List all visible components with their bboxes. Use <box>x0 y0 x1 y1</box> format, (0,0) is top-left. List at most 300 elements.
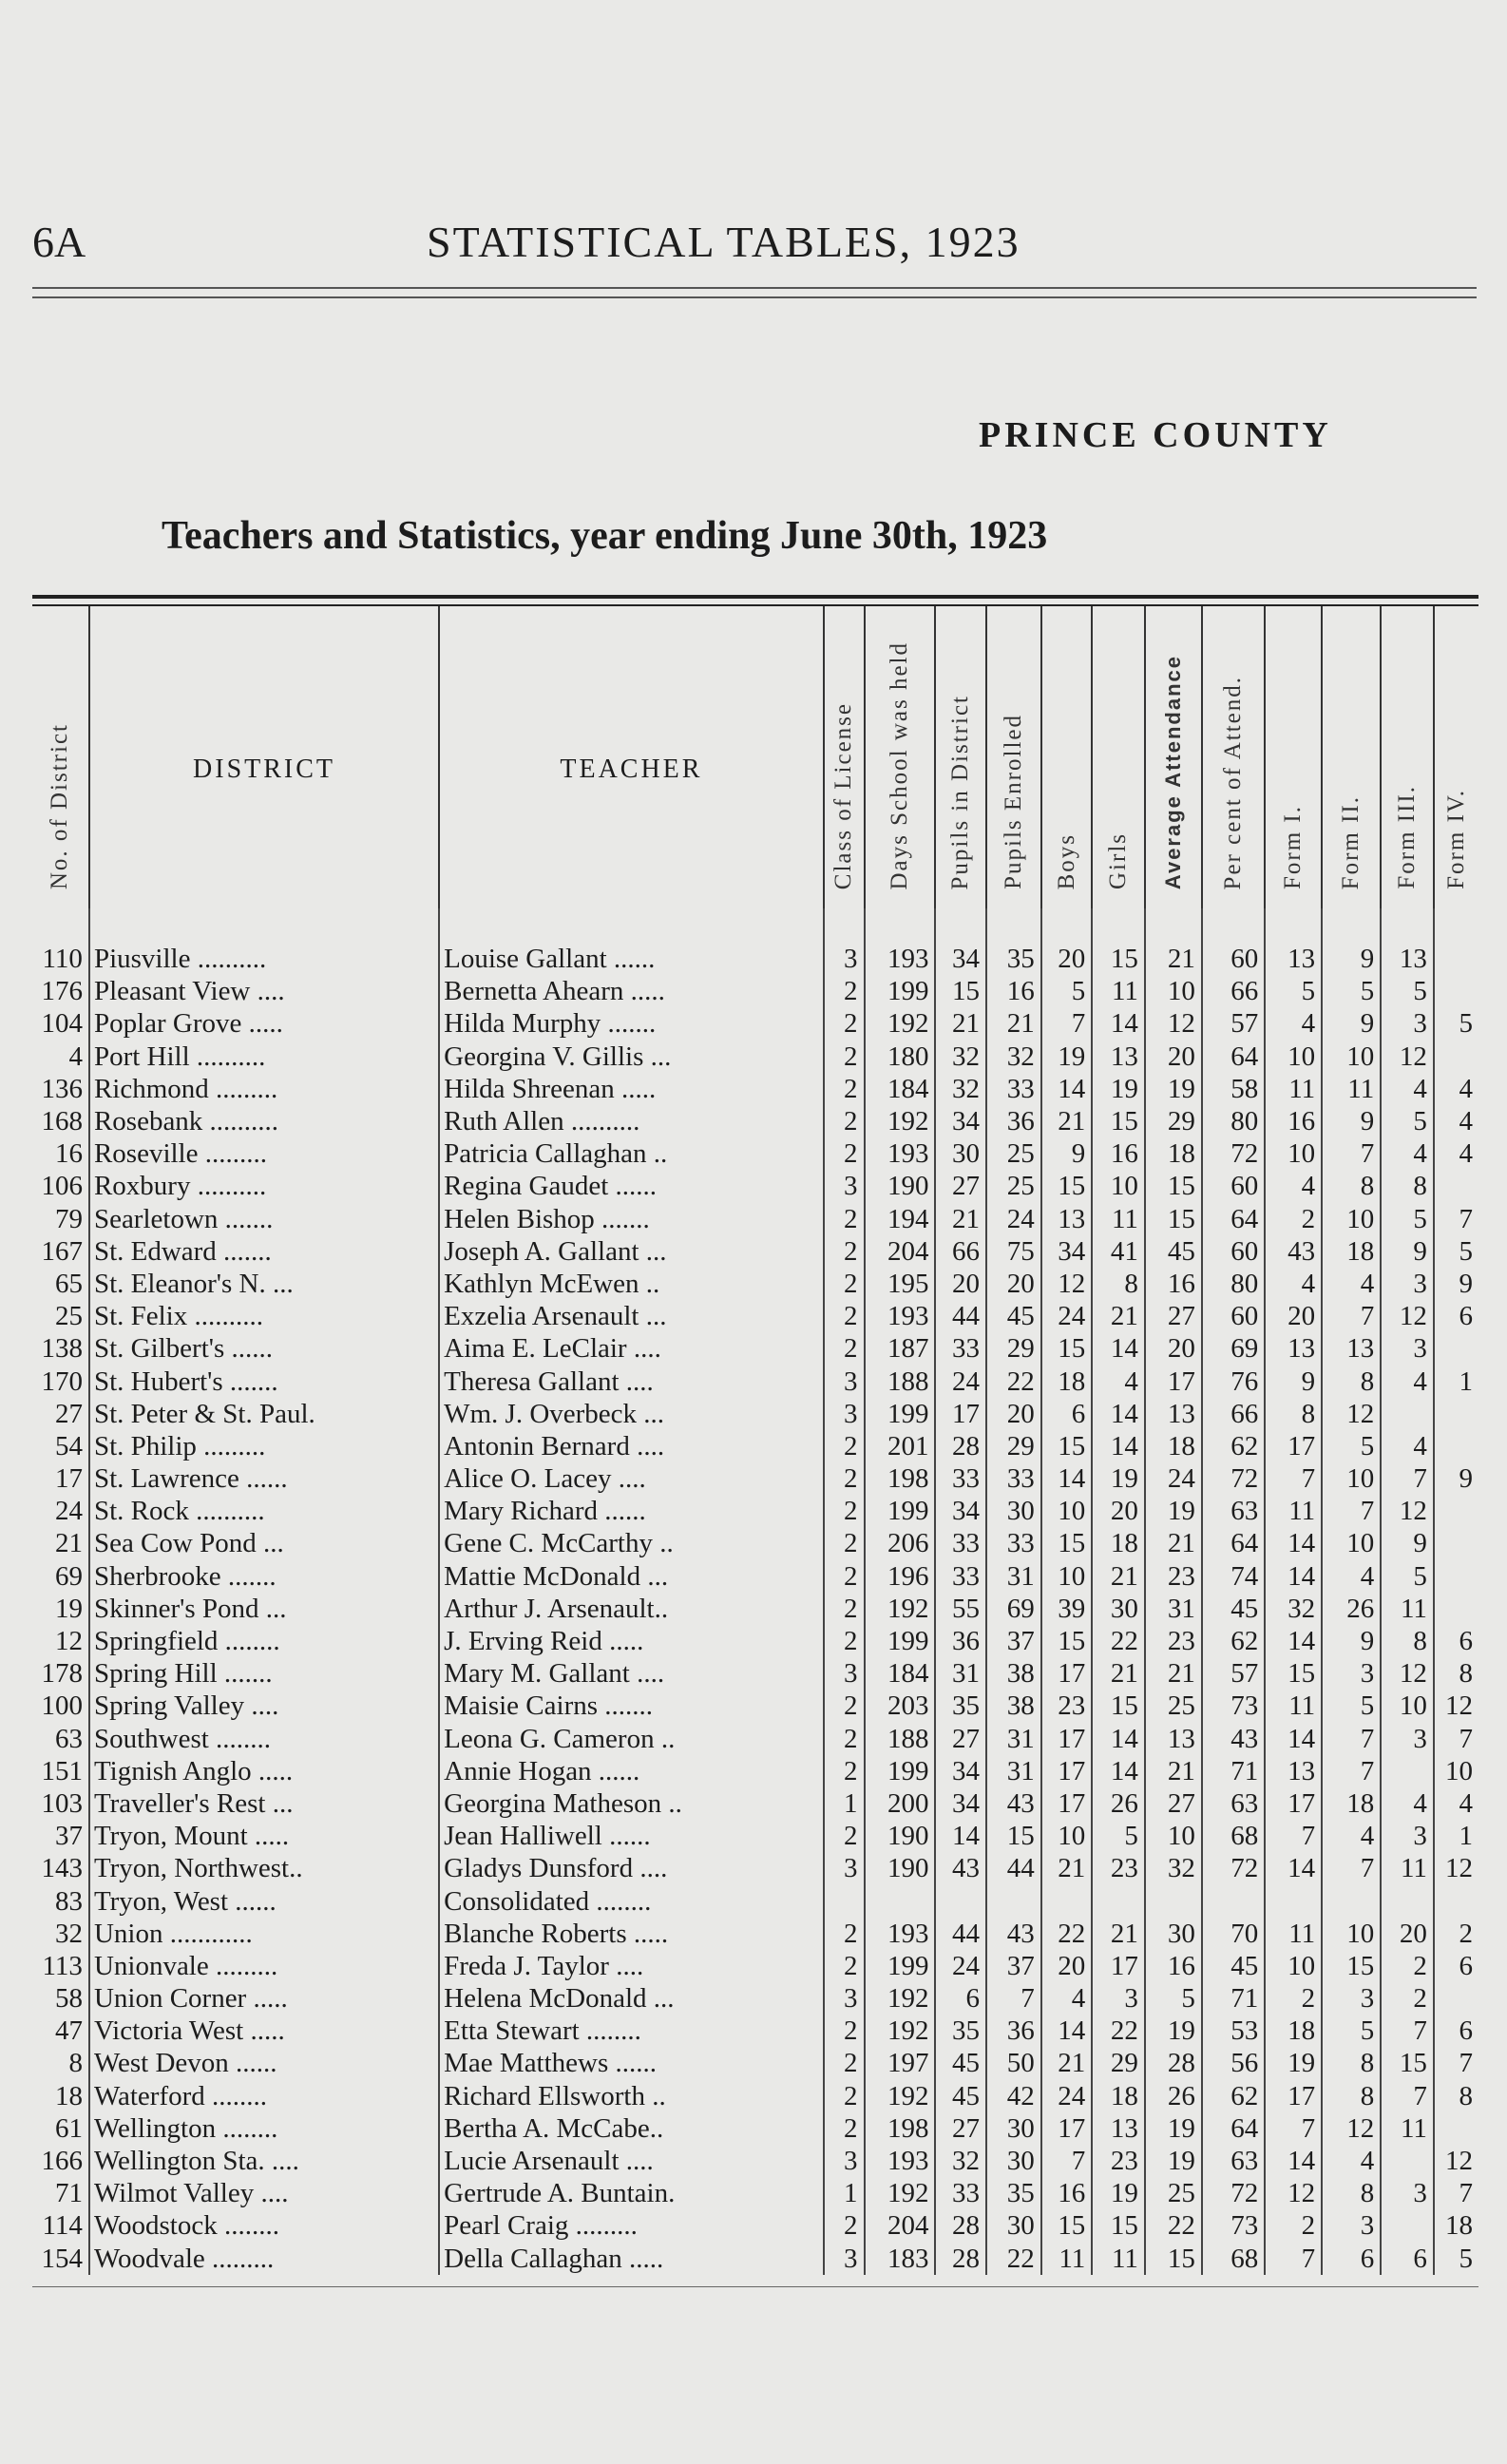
cell-girls: 41 <box>1092 1235 1145 1268</box>
cell-teacher-name: Georgina V. Gillis ... <box>439 1041 824 1073</box>
cell-days-school-held: 192 <box>865 2015 936 2047</box>
cell-form-3: 5 <box>1381 1203 1434 1235</box>
cell-average-attendance: 31 <box>1145 1593 1202 1625</box>
cell-district-no: 71 <box>54 2178 83 2209</box>
cell-boys: 16 <box>1041 2177 1093 2209</box>
cell-average-attendance: 19 <box>1145 1495 1202 1527</box>
cell-form-2: 7 <box>1322 1755 1381 1787</box>
cell-form-4: 12 <box>1434 1690 1478 1722</box>
cell-days-school-held: 196 <box>865 1560 936 1593</box>
cell-district-name: Roxbury .......... <box>89 1170 439 1202</box>
cell-average-attendance: 15 <box>1145 2243 1202 2275</box>
cell-form-1: 12 <box>1265 2177 1322 2209</box>
cell-teacher-name: Patricia Callaghan .. <box>439 1137 824 1170</box>
cell-pupils-in-district: 14 <box>935 1820 986 1852</box>
cell-district-no: 104 <box>41 1008 83 1040</box>
cell-district-no: 12 <box>54 1626 83 1657</box>
cell-girls: 13 <box>1092 2112 1145 2145</box>
cell-district-no: 100 <box>41 1690 83 1722</box>
table-row <box>32 1852 1478 1884</box>
cell-percent-attendance: 70 <box>1202 1918 1265 1950</box>
table-row <box>32 1625 1478 1657</box>
cell-pupils-enrolled: 30 <box>986 2112 1041 2145</box>
cell-form-2: 8 <box>1322 1170 1381 1202</box>
cell-pupils-enrolled: 31 <box>986 1560 1041 1593</box>
cell-days-school-held: 192 <box>865 1105 936 1137</box>
table-row <box>32 1430 1478 1462</box>
cell-district-name: St. Gilbert's ...... <box>89 1332 439 1365</box>
cell-boys: 34 <box>1041 1235 1093 1268</box>
table-row <box>32 1527 1478 1559</box>
cell-district-no: 32 <box>54 1918 83 1949</box>
cell-girls: 15 <box>1092 2209 1145 2242</box>
table-subtitle: Teachers and Statistics, year ending June 30th, 1923 <box>162 514 1048 558</box>
cell-pupils-enrolled: 20 <box>986 1398 1041 1430</box>
cell-district-name: Southwest ........ <box>89 1723 439 1755</box>
cell-girls: 14 <box>1092 1723 1145 1755</box>
cell-class-of-license: 2 <box>824 1007 865 1040</box>
cell-boys: 19 <box>1041 1041 1093 1073</box>
table-row <box>32 1235 1478 1268</box>
cell-average-attendance: 15 <box>1145 1170 1202 1202</box>
cell-pupils-in-district: 30 <box>935 1137 986 1170</box>
cell-pupils-in-district: 28 <box>935 2209 986 2242</box>
cell-days-school-held: 199 <box>865 1755 936 1787</box>
cell-pupils-enrolled: 43 <box>986 1787 1041 1820</box>
cell-form-1: 14 <box>1265 1852 1322 1884</box>
cell-form-2: 11 <box>1322 1073 1381 1105</box>
cell-girls: 10 <box>1092 1170 1145 1202</box>
cell-district-name: Union Corner ..... <box>89 1982 439 2015</box>
cell-form-3: 5 <box>1381 975 1434 1007</box>
cell-class-of-license: 2 <box>824 1268 865 1300</box>
col-header-district-no: No. of District <box>47 722 73 889</box>
cell-pupils-in-district: 44 <box>935 1300 986 1332</box>
table-row <box>32 1041 1478 1073</box>
cell-form-2: 10 <box>1322 1918 1381 1950</box>
cell-district-name: Roseville ......... <box>89 1137 439 1170</box>
cell-teacher-name: Aima E. LeClair .... <box>439 1332 824 1365</box>
cell-percent-attendance: 43 <box>1202 1723 1265 1755</box>
cell-district-name: St. Rock .......... <box>89 1495 439 1527</box>
cell-district-name: Rosebank .......... <box>89 1105 439 1137</box>
cell-class-of-license: 2 <box>824 1235 865 1268</box>
cell-pupils-in-district: 28 <box>935 2243 986 2275</box>
cell-pupils-in-district: 32 <box>935 2145 986 2177</box>
cell-form-2: 15 <box>1322 1950 1381 1982</box>
cell-form-4: 7 <box>1434 2177 1478 2209</box>
col-header-pupils-enrolled: Pupils Enrolled <box>986 606 1041 908</box>
cell-form-4 <box>1434 1593 1478 1625</box>
cell-form-1: 20 <box>1265 1300 1322 1332</box>
cell-district-no: 19 <box>54 1593 83 1624</box>
cell-girls: 19 <box>1092 1462 1145 1495</box>
col-header-form-2: Form II. <box>1322 606 1381 908</box>
col-header-teacher: TEACHER <box>439 606 824 908</box>
cell-days-school-held: 192 <box>865 1982 936 2015</box>
cell-class-of-license: 3 <box>824 1852 865 1884</box>
cell-class-of-license: 2 <box>824 1105 865 1137</box>
cell-district-no: 61 <box>54 2112 83 2144</box>
cell-percent-attendance: 63 <box>1202 1495 1265 1527</box>
cell-pupils-enrolled: 44 <box>986 1852 1041 1884</box>
cell-days-school-held: 197 <box>865 2047 936 2079</box>
cell-district-no: 154 <box>41 2243 83 2274</box>
col-header-average-attendance: Average Attendance <box>1145 606 1202 908</box>
col-header-girls: Girls <box>1092 606 1145 908</box>
cell-form-3: 2 <box>1381 1982 1434 2015</box>
cell-form-1: 10 <box>1265 1950 1322 1982</box>
table-row <box>32 1105 1478 1137</box>
cell-days-school-held: 190 <box>865 1852 936 1884</box>
table-top-rule <box>32 595 1478 599</box>
cell-class-of-license: 2 <box>824 1918 865 1950</box>
cell-form-3 <box>1381 2209 1434 2242</box>
cell-percent-attendance: 71 <box>1202 1755 1265 1787</box>
cell-form-3: 4 <box>1381 1365 1434 1397</box>
cell-pupils-enrolled: 37 <box>986 1950 1041 1982</box>
cell-teacher-name: Leona G. Cameron .. <box>439 1723 824 1755</box>
cell-form-2: 7 <box>1322 1852 1381 1884</box>
table-row <box>32 2177 1478 2209</box>
cell-average-attendance: 13 <box>1145 1723 1202 1755</box>
cell-days-school-held: 206 <box>865 1527 936 1559</box>
cell-form-1: 13 <box>1265 908 1322 975</box>
cell-teacher-name: Georgina Matheson .. <box>439 1787 824 1820</box>
cell-teacher-name: Kathlyn McEwen .. <box>439 1268 824 1300</box>
cell-teacher-name: Theresa Gallant .... <box>439 1365 824 1397</box>
cell-form-1: 18 <box>1265 2015 1322 2047</box>
cell-form-2: 13 <box>1322 1332 1381 1365</box>
cell-class-of-license: 3 <box>824 1398 865 1430</box>
cell-form-1: 2 <box>1265 1982 1322 2015</box>
cell-days-school-held: 201 <box>865 1430 936 1462</box>
cell-boys: 15 <box>1041 1430 1093 1462</box>
cell-girls: 11 <box>1092 975 1145 1007</box>
cell-average-attendance: 26 <box>1145 2080 1202 2112</box>
cell-district-no: 110 <box>42 944 83 975</box>
cell-form-4: 10 <box>1434 1755 1478 1787</box>
cell-form-1: 17 <box>1265 1430 1322 1462</box>
table-row <box>32 2145 1478 2177</box>
cell-pupils-enrolled: 29 <box>986 1332 1041 1365</box>
cell-district-no: 168 <box>41 1106 83 1137</box>
cell-form-4: 12 <box>1434 1852 1478 1884</box>
cell-pupils-in-district: 34 <box>935 1105 986 1137</box>
cell-form-4: 1 <box>1434 1820 1478 1852</box>
cell-pupils-in-district: 33 <box>935 1527 986 1559</box>
statistics-table-wrap <box>32 595 1478 2287</box>
cell-class-of-license: 2 <box>824 1462 865 1495</box>
cell-pupils-enrolled: 36 <box>986 1105 1041 1137</box>
cell-district-name: Piusville .......... <box>89 908 439 975</box>
table-row <box>32 908 1478 975</box>
cell-boys: 4 <box>1041 1982 1093 2015</box>
cell-form-3: 5 <box>1381 1560 1434 1593</box>
cell-average-attendance: 23 <box>1145 1625 1202 1657</box>
cell-boys: 6 <box>1041 1398 1093 1430</box>
cell-days-school-held: 192 <box>865 2080 936 2112</box>
cell-days-school-held: 200 <box>865 1787 936 1820</box>
cell-girls: 15 <box>1092 1690 1145 1722</box>
cell-teacher-name: Alice O. Lacey .... <box>439 1462 824 1495</box>
cell-days-school-held: 193 <box>865 908 936 975</box>
cell-days-school-held: 204 <box>865 2209 936 2242</box>
cell-teacher-name: Joseph A. Gallant ... <box>439 1235 824 1268</box>
cell-form-1: 7 <box>1265 1820 1322 1852</box>
cell-girls: 22 <box>1092 2015 1145 2047</box>
table-bottom-rule <box>32 2286 1478 2287</box>
cell-form-3 <box>1381 1755 1434 1787</box>
col-header-class-of-license: Class of License <box>824 606 865 908</box>
cell-form-1: 14 <box>1265 1625 1322 1657</box>
cell-form-2: 18 <box>1322 1787 1381 1820</box>
cell-form-1: 7 <box>1265 2112 1322 2145</box>
cell-form-2: 8 <box>1322 2047 1381 2079</box>
cell-district-name: Victoria West ..... <box>89 2015 439 2047</box>
cell-form-2: 26 <box>1322 1593 1381 1625</box>
cell-form-4 <box>1434 975 1478 1007</box>
cell-district-no: 103 <box>41 1787 83 1819</box>
cell-teacher-name: Mary M. Gallant .... <box>439 1657 824 1690</box>
cell-days-school-held: 194 <box>865 1203 936 1235</box>
cell-form-4 <box>1434 1170 1478 1202</box>
cell-class-of-license: 2 <box>824 1723 865 1755</box>
cell-form-1: 9 <box>1265 1365 1322 1397</box>
cell-average-attendance <box>1145 1884 1202 1917</box>
cell-district-no: 113 <box>42 1950 83 1981</box>
cell-district-name: Spring Valley .... <box>89 1690 439 1722</box>
cell-form-4 <box>1434 1430 1478 1462</box>
cell-form-4 <box>1434 1041 1478 1073</box>
cell-form-2: 4 <box>1322 1268 1381 1300</box>
header-rule <box>32 287 1477 289</box>
cell-teacher-name: Bertha A. McCabe.. <box>439 2112 824 2145</box>
cell-average-attendance: 20 <box>1145 1332 1202 1365</box>
cell-percent-attendance: 69 <box>1202 1332 1265 1365</box>
cell-district-name: Union ............ <box>89 1918 439 1950</box>
cell-boys: 24 <box>1041 1300 1093 1332</box>
cell-teacher-name: Helen Bishop ....... <box>439 1203 824 1235</box>
cell-district-name: Tryon, West ...... <box>89 1884 439 1917</box>
cell-form-1: 14 <box>1265 1527 1322 1559</box>
cell-teacher-name: Annie Hogan ...... <box>439 1755 824 1787</box>
cell-form-2: 5 <box>1322 1690 1381 1722</box>
cell-class-of-license: 2 <box>824 2209 865 2242</box>
cell-form-4: 5 <box>1434 1007 1478 1040</box>
cell-pupils-in-district: 17 <box>935 1398 986 1430</box>
cell-boys: 17 <box>1041 1787 1093 1820</box>
cell-pupils-in-district: 36 <box>935 1625 986 1657</box>
cell-form-1: 43 <box>1265 1235 1322 1268</box>
cell-days-school-held: 195 <box>865 1268 936 1300</box>
cell-girls <box>1092 1884 1145 1917</box>
cell-girls: 29 <box>1092 2047 1145 2079</box>
cell-average-attendance: 25 <box>1145 2177 1202 2209</box>
cell-pupils-enrolled: 38 <box>986 1690 1041 1722</box>
cell-form-3: 15 <box>1381 2047 1434 2079</box>
cell-form-3: 2 <box>1381 1950 1434 1982</box>
cell-form-1: 16 <box>1265 1105 1322 1137</box>
cell-district-name: Port Hill .......... <box>89 1041 439 1073</box>
cell-form-2: 9 <box>1322 908 1381 975</box>
cell-percent-attendance: 73 <box>1202 1690 1265 1722</box>
cell-percent-attendance: 80 <box>1202 1105 1265 1137</box>
cell-pupils-in-district: 43 <box>935 1852 986 1884</box>
cell-days-school-held: 188 <box>865 1723 936 1755</box>
table-row <box>32 2209 1478 2242</box>
cell-girls: 14 <box>1092 1755 1145 1787</box>
cell-form-1: 2 <box>1265 1203 1322 1235</box>
cell-days-school-held: 192 <box>865 1007 936 1040</box>
cell-percent-attendance: 64 <box>1202 1203 1265 1235</box>
cell-days-school-held: 193 <box>865 2145 936 2177</box>
table-row <box>32 1365 1478 1397</box>
cell-form-3: 3 <box>1381 1820 1434 1852</box>
cell-form-1: 14 <box>1265 2145 1322 2177</box>
cell-form-3: 12 <box>1381 1041 1434 1073</box>
cell-days-school-held: 188 <box>865 1365 936 1397</box>
cell-boys: 23 <box>1041 1690 1093 1722</box>
cell-girls: 18 <box>1092 1527 1145 1559</box>
cell-girls: 23 <box>1092 1852 1145 1884</box>
cell-percent-attendance: 56 <box>1202 2047 1265 2079</box>
cell-average-attendance: 10 <box>1145 975 1202 1007</box>
cell-class-of-license: 2 <box>824 1203 865 1235</box>
cell-percent-attendance: 57 <box>1202 1007 1265 1040</box>
cell-district-no: 47 <box>54 2015 83 2047</box>
cell-form-2: 10 <box>1322 1527 1381 1559</box>
cell-class-of-license: 3 <box>824 1982 865 2015</box>
cell-form-1: 7 <box>1265 2243 1322 2275</box>
cell-form-1: 15 <box>1265 1657 1322 1690</box>
cell-boys: 17 <box>1041 2112 1093 2145</box>
cell-pupils-enrolled: 22 <box>986 2243 1041 2275</box>
cell-class-of-license: 2 <box>824 2080 865 2112</box>
cell-days-school-held: 190 <box>865 1820 936 1852</box>
cell-boys: 7 <box>1041 1007 1093 1040</box>
cell-district-no: 18 <box>54 2080 83 2111</box>
cell-average-attendance: 21 <box>1145 1755 1202 1787</box>
cell-district-name: St. Peter & St. Paul. <box>89 1398 439 1430</box>
cell-teacher-name: Ruth Allen .......... <box>439 1105 824 1137</box>
cell-form-1: 32 <box>1265 1593 1322 1625</box>
cell-district-no: 17 <box>54 1463 83 1495</box>
cell-pupils-in-district: 44 <box>935 1918 986 1950</box>
cell-girls: 4 <box>1092 1365 1145 1397</box>
cell-form-3: 9 <box>1381 1527 1434 1559</box>
col-header-boys: Boys <box>1041 606 1093 908</box>
cell-percent-attendance: 72 <box>1202 1852 1265 1884</box>
cell-days-school-held: 204 <box>865 1235 936 1268</box>
cell-form-1: 14 <box>1265 1723 1322 1755</box>
cell-days-school-held: 199 <box>865 1950 936 1982</box>
table-row <box>32 1560 1478 1593</box>
cell-teacher-name: Maisie Cairns ....... <box>439 1690 824 1722</box>
cell-district-no: 138 <box>41 1333 83 1365</box>
cell-district-no: 79 <box>54 1203 83 1234</box>
table-row <box>32 1268 1478 1300</box>
cell-form-2: 8 <box>1322 2080 1381 2112</box>
cell-pupils-enrolled: 37 <box>986 1625 1041 1657</box>
cell-pupils-enrolled: 33 <box>986 1073 1041 1105</box>
cell-percent-attendance: 63 <box>1202 1787 1265 1820</box>
cell-district-name: Waterford ........ <box>89 2080 439 2112</box>
cell-district-name: St. Eleanor's N. ... <box>89 1268 439 1300</box>
cell-pupils-in-district: 21 <box>935 1203 986 1235</box>
cell-days-school-held: 199 <box>865 1495 936 1527</box>
cell-teacher-name: Exzelia Arsenault ... <box>439 1300 824 1332</box>
cell-girls: 14 <box>1092 1332 1145 1365</box>
cell-average-attendance: 25 <box>1145 1690 1202 1722</box>
cell-average-attendance: 12 <box>1145 1007 1202 1040</box>
cell-form-1: 11 <box>1265 1073 1322 1105</box>
cell-average-attendance: 29 <box>1145 1105 1202 1137</box>
table-row <box>32 1820 1478 1852</box>
cell-district-no: 167 <box>41 1235 83 1267</box>
cell-girls: 13 <box>1092 1041 1145 1073</box>
cell-form-1: 13 <box>1265 1755 1322 1787</box>
cell-form-1: 4 <box>1265 1170 1322 1202</box>
county-title: PRINCE COUNTY <box>979 415 1332 455</box>
table-row <box>32 1918 1478 1950</box>
cell-form-4: 4 <box>1434 1073 1478 1105</box>
cell-class-of-license: 2 <box>824 975 865 1007</box>
cell-percent-attendance: 64 <box>1202 2112 1265 2145</box>
cell-average-attendance: 45 <box>1145 1235 1202 1268</box>
table-row <box>32 1332 1478 1365</box>
cell-district-no: 16 <box>54 1138 83 1170</box>
cell-percent-attendance: 57 <box>1202 1657 1265 1690</box>
cell-boys: 15 <box>1041 1332 1093 1365</box>
cell-class-of-license: 2 <box>824 2015 865 2047</box>
cell-teacher-name: Helena McDonald ... <box>439 1982 824 2015</box>
cell-pupils-in-district: 34 <box>935 1495 986 1527</box>
cell-pupils-enrolled: 20 <box>986 1268 1041 1300</box>
cell-form-3: 3 <box>1381 1723 1434 1755</box>
table-row <box>32 1723 1478 1755</box>
cell-days-school-held: 192 <box>865 1593 936 1625</box>
cell-district-name: St. Felix .......... <box>89 1300 439 1332</box>
cell-boys: 17 <box>1041 1657 1093 1690</box>
cell-form-3: 12 <box>1381 1300 1434 1332</box>
table-row <box>32 1300 1478 1332</box>
cell-form-2: 3 <box>1322 2209 1381 2242</box>
cell-form-3: 7 <box>1381 2015 1434 2047</box>
cell-form-3: 11 <box>1381 1593 1434 1625</box>
table-row <box>32 1170 1478 1202</box>
cell-pupils-enrolled: 30 <box>986 1495 1041 1527</box>
cell-district-no: 58 <box>54 1983 83 2015</box>
cell-class-of-license: 1 <box>824 1787 865 1820</box>
cell-percent-attendance: 58 <box>1202 1073 1265 1105</box>
cell-district-name: West Devon ...... <box>89 2047 439 2079</box>
cell-class-of-license: 2 <box>824 1560 865 1593</box>
cell-form-4 <box>1434 1332 1478 1365</box>
cell-pupils-in-district: 32 <box>935 1041 986 1073</box>
table-row <box>32 2015 1478 2047</box>
cell-girls: 18 <box>1092 2080 1145 2112</box>
cell-pupils-in-district: 15 <box>935 975 986 1007</box>
cell-boys: 13 <box>1041 1203 1093 1235</box>
table-row <box>32 1950 1478 1982</box>
col-header-days-school-held: Days School was held <box>865 606 936 908</box>
cell-form-2: 18 <box>1322 1235 1381 1268</box>
cell-form-3: 4 <box>1381 1430 1434 1462</box>
cell-percent-attendance: 72 <box>1202 2177 1265 2209</box>
cell-percent-attendance: 60 <box>1202 1235 1265 1268</box>
cell-average-attendance: 19 <box>1145 1073 1202 1105</box>
